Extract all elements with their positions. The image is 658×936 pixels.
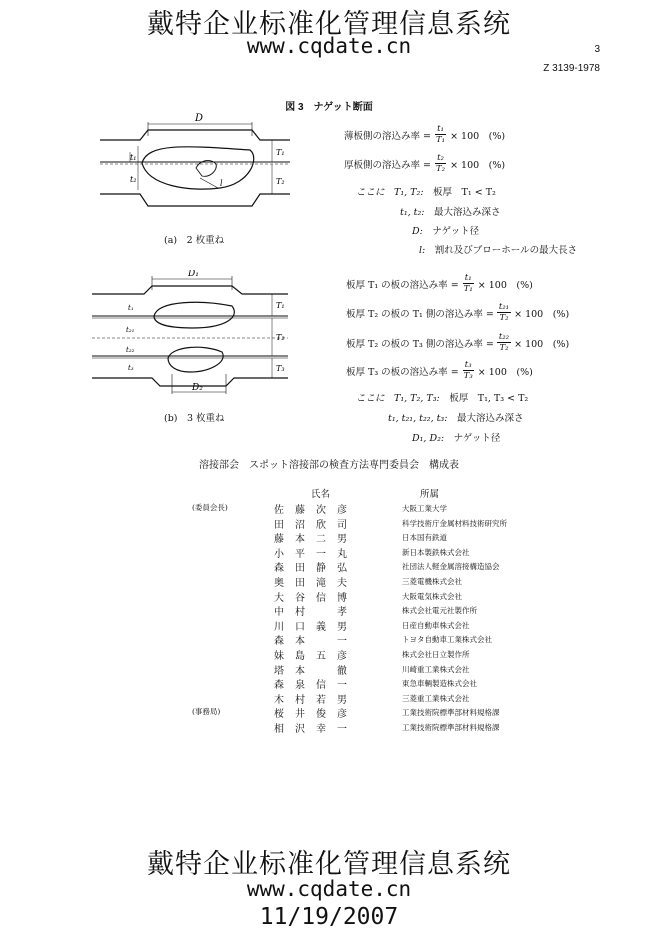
def-a-3: l: 割れ及びブローホールの最大長さ [419,245,578,256]
figure-a-caption: (a) 2 枚重ね [164,235,225,246]
member-name: 川口義男 [274,621,358,633]
page-number: 3 [594,44,600,55]
def-a-2: D: ナゲット径 [412,226,480,237]
def-b-2: D₁, D₂: ナゲット径 [412,433,501,444]
member-name: 奥田滝夫 [274,578,358,589]
table-row [0,692,658,706]
label-b-T2: T₂ [276,333,285,342]
diagram-three-sheets [92,270,298,400]
member-affiliation: 東急車輌製造株式会社 [402,679,477,689]
watermark-footer-url: www.cqdate.cn [246,877,412,901]
table-row [0,619,658,633]
watermark-url: www.cqdate.cn [246,34,412,58]
label-b-t21: t₂₁ [126,326,135,334]
table-row [0,706,658,720]
member-role: (委員会長) [192,503,228,512]
figure-b-caption: (b) 3 枚重ね [164,413,225,424]
def-b-1: t₁, t₂₁, t₂₂, t₃: 最大溶込み深さ [388,413,524,424]
def-b-0: ここに T₁, T₂, T₃: 板厚 T₁, T₃ < T₂ [356,393,529,404]
label-D2: D₂ [192,383,203,393]
watermark-footer-title: 戴特企业标准化管理信息系统 [147,849,511,880]
label-D1: D₁ [188,270,199,279]
member-affiliation: 工業技術院標準部材料規格課 [402,708,500,718]
label-t2: t₂ [130,175,137,184]
member-name: 藤本二男 [274,534,358,546]
diagram-two-sheets [100,112,300,222]
member-affiliation: 社団法人軽金属溶接構造協会 [402,562,500,572]
label-b-t1: t₁ [128,304,134,312]
member-name: 相沢幸一 [274,724,358,735]
member-affiliation: 川崎重工業株式会社 [402,664,470,674]
table-row [0,502,658,516]
member-name: 妹島五彦 [274,651,358,662]
table-row [0,721,658,735]
watermark-footer-date: 11/19/2007 [259,904,399,930]
member-name: 大谷信博 [274,592,358,604]
figure-title: 図 3 ナゲット断面 [285,102,373,113]
member-affiliation: 大阪電気株式会社 [402,591,462,601]
table-row [0,575,658,589]
table-row [0,517,658,531]
committee-title: 溶接部会 スポット溶接部の検査方法専門委員会 構成表 [199,460,459,471]
table-row [0,590,658,604]
formula-b3: 板厚 T₃ の板の溶込み率 = $\frac{\text{t₃}}{\text{T₃}}$ × 100 (%) [346,360,533,381]
member-role: (事務局) [192,707,221,717]
column-header-affiliation: 所属 [420,489,440,500]
member-name: 佐藤次彦 [274,505,358,516]
member-affiliation: 日産自動車株式会社 [402,620,470,630]
def-a-0: ここに T₁, T₂: 板厚 T₁ < T₂ [356,187,496,198]
member-affiliation: 株式会社電元社製作所 [402,606,477,616]
label-T1: T₁ [276,148,285,157]
formula-a2: 厚板側の溶込み率 = $\frac{\text{t₂}}{\text{T₂}}$ × 100 (%) [344,153,506,174]
table-row [0,560,658,574]
table-row [0,604,658,618]
member-name: 桜井俊彦 [274,709,358,721]
label-b-t3: t₃ [128,364,134,372]
label-l: l [220,179,223,188]
member-affiliation: トヨタ自動車工業株式会社 [402,635,492,645]
formula-b1: 板厚 T₂ の板の T₁ 側の溶込み率 = $\frac{\text{t₂₁}}{\text{T₂}}$ × 100 (%) [346,302,570,323]
member-name: 木村若男 [274,694,358,706]
label-T2: T₂ [276,177,285,186]
member-name: 田沼欣司 [274,519,358,531]
member-affiliation: 工業技術院標準部材料規格課 [402,723,500,732]
label-b-T3: T₃ [276,364,285,373]
member-name: 森泉信一 [274,680,358,692]
label-b-T1: T₁ [276,301,285,310]
member-name: 小平一丸 [274,548,358,560]
member-affiliation: 日本国有鉄道 [402,533,447,543]
member-name: 中村 孝 [274,607,358,619]
member-affiliation: 大阪工業大学 [402,504,447,513]
member-name: 森本 一 [274,636,358,648]
table-row [0,546,658,560]
label-D: D [195,113,204,124]
table-row [0,648,658,662]
member-affiliation: 三菱重工業株式会社 [402,693,470,703]
table-row [0,663,658,677]
watermark-title: 戴特企业标准化管理信息系统 [147,9,511,40]
member-affiliation: 株式会社日立製作所 [402,650,470,659]
member-affiliation: 科学技術庁金属材料技術研究所 [402,518,507,528]
column-header-name: 氏名 [311,489,331,500]
standard-number: Z 3139-1978 [543,63,600,74]
formula-b0: 板厚 T₁ の板の溶込み率 = $\frac{\text{t₁}}{\text{T₁}}$ × 100 (%) [346,273,533,294]
formula-b2: 板厚 T₂ の板の T₃ 側の溶込み率 = $\frac{\text{t₂₂}}{\text{T₂}}$ × 100 (%) [346,332,570,353]
table-row [0,677,658,691]
member-affiliation: 三菱電機株式会社 [402,577,462,586]
table-row [0,531,658,545]
label-b-t22: t₂₂ [126,346,135,354]
table-row [0,633,658,647]
member-affiliation: 新日本製鉄株式会社 [402,547,470,557]
member-name: 塔本 徹 [274,665,358,677]
formula-a1: 薄板側の溶込み率 = $\frac{\text{t₁}}{\text{T₁}}$ × 100 (%) [344,124,506,145]
member-name: 森田静弘 [274,563,358,575]
label-t1: t₁ [130,153,137,162]
def-a-1: t₁, t₂: 最大溶込み深さ [400,207,501,218]
